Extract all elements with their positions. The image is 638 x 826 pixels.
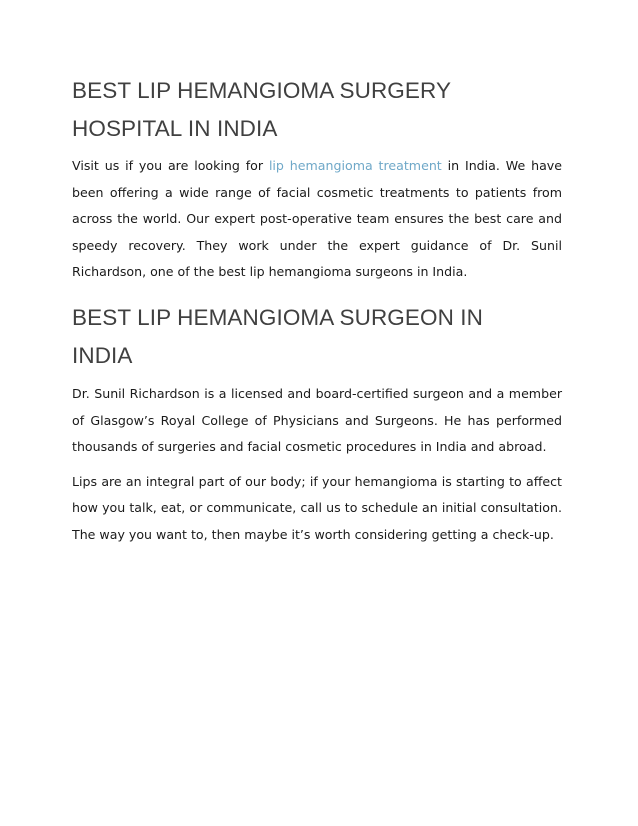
paragraph-text: Visit us if you are looking for	[72, 158, 269, 173]
consultation-paragraph: Lips are an integral part of our body; if your hemangioma is starting to affect how you talk, eat, or communicate, call us to schedule an initial consultation. The way you want to, then maybe it’s worth considering getting a check-up.	[72, 473, 562, 542]
heading-line: BEST LIP HEMANGIOMA SURGEON IN	[72, 304, 484, 330]
intro-paragraph	[72, 153, 562, 286]
section-heading-surgeon	[72, 299, 562, 375]
heading-line: INDIA	[72, 342, 133, 368]
heading-line: HOSPITAL IN INDIA	[72, 116, 278, 141]
treatment-link[interactable]: lip hemangioma treatment	[268, 158, 442, 173]
section-heading-hospital	[72, 72, 562, 148]
surgeon-bio-paragraph: Dr. Sunil Richardson is a licensed and board-certified surgeon and a member of Glasgow’s Royal College of Physicians and Surgeons. He has performed thousands of surgeries and facial cosmetic procedures in India and abroad.	[72, 385, 562, 455]
document-content	[72, 72, 562, 549]
heading-line: BEST LIP HEMANGIOMA SURGERY	[72, 78, 452, 103]
paragraph-text: in India. We have been offering a wide range of facial cosmetic treatments to patients from across the world. Our expert post-operative team ensures the best care and speedy recovery. They work under the expert guidance of Dr. Sunil Richardson, one of the best lip hemangioma surgeons in India.	[72, 158, 563, 280]
